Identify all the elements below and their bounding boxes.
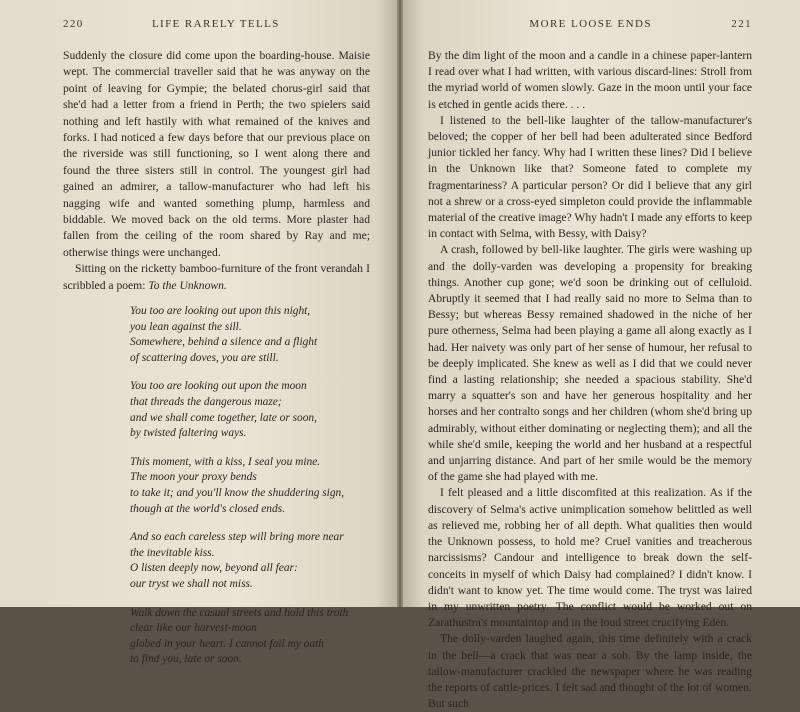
poem-line: Somewhere, behind a silence and a flight <box>130 336 318 349</box>
paragraph: The dolly-varden laughed again, this time definitely with a crack in the bell—a crack that was near a sob. By the lamp inside, the tallow-manufacturer crackled the newspaper where he was reading the reports of cattle-prices. I felt sad and thought of the lot of women. But such <box>428 632 752 711</box>
page-number-left: 220 <box>63 18 84 30</box>
paragraph: Suddenly the closure did come upon the boarding-house. Maisie wept. The commercial traveller said that he was anyway on the point of leaving for Gympie; the belated chorus-girl said that she'd had a letter from a friend in Perth; the two spielers said nothing and left hastily with what remained of the knives and forks. I had noticed a few days before that our previous place on the riverside was still functioning, so I went along there and found the three sisters still in control. The youngest girl had gained an admirer, a tallow-manufacturer who had left his nagging wife and wanted something plump, harmless and biddable. We moved back on the old terms. More plaster had fallen from the ceiling of the room shared by Ray and me; otherwise things were unchanged. <box>63 49 370 259</box>
right-body-text <box>428 48 752 712</box>
poem-line: our tryst we shall not miss. <box>130 578 253 590</box>
right-page <box>400 0 800 711</box>
paragraph: A crash, followed by bell-like laughter. The girls were washing up and the dolly-varden was developing a propensity for breaking things. Another cup gone; we'd soon be drinking out of celluloid. Abruptly it seemed that I had really said no more to Selma than to Bessy; but whereas Bessy remained shadowed in the niche of her pure otherness, Selma had been playing a game all along exactly as I had. Her naivety was only part of her sense of humour, her refusal to be deeply implicated. She knew as well as I did that we could never find a lasting relationship; she needed a spacious stability. She'd marry a squatter's son and have her generous hospitality and her horses and her contralto songs and her children (whom she'd bring up admirably, without either dominating or neglecting them); and all the while she'd smile, keeping the world and her husband at a respectful and unjarring distance. And part of her smile would be the memory of the game she had played with me. <box>428 243 752 484</box>
poem-line: by twisted faltering ways. <box>130 427 247 440</box>
poem-line: and we shall come together, late or soon, <box>130 411 317 424</box>
poem-intro: Sitting on the ricketty bamboo-furniture of the front verandah I scribbled a poem: <box>63 262 370 292</box>
poem-intro-paragraph <box>63 261 370 294</box>
left-page <box>0 0 400 666</box>
running-head-title-right: MORE LOOSE ENDS <box>529 18 652 30</box>
poem-line: O listen deeply now, beyond all fear: <box>130 562 298 575</box>
poem-stanza <box>130 304 370 366</box>
poem-stanza <box>130 530 370 592</box>
poem-line: that threads the dangerous maze; <box>130 396 282 409</box>
poem-line: This moment, with a kiss, I seal you mine. <box>130 455 321 468</box>
poem-line: You too are looking out upon the moon <box>130 380 307 393</box>
poem-line: You too are looking out upon this night, <box>130 305 311 318</box>
poem-line: The moon your proxy bends <box>130 471 257 484</box>
poem-stanza <box>130 455 370 517</box>
running-head-right <box>428 18 752 48</box>
poem-line: to take it; and you'll know the shuddering sign, <box>130 487 345 500</box>
poem-stanza <box>130 379 370 441</box>
left-body-text <box>63 48 370 294</box>
paragraph: By the dim light of the moon and a candle in a chinese paper-lantern I read over what I had written, with various discard-lines: Stroll from the myriad world of women slowly. Gaze in the moon until your face is etched in gentle acids there. . . . <box>428 49 752 111</box>
poem-title: To the Unknown. <box>148 278 227 292</box>
poem-line: clear like our harvest-moon <box>130 622 257 635</box>
running-head-left <box>63 18 370 48</box>
running-head-title-left: LIFE RARELY TELLS <box>151 18 280 30</box>
poem-line: though at the world's closed ends. <box>130 502 285 515</box>
poem-line: you lean against the sill. <box>130 320 242 333</box>
poem-line: to find you, late or soon. <box>130 653 242 666</box>
poem-line: And so each careless step will bring more near <box>130 531 344 544</box>
poem-line: globed in your heart. I cannot fail my oath <box>130 637 324 650</box>
page-number-right: 221 <box>731 18 752 30</box>
poem-line: of scattering doves, you are still. <box>130 351 279 364</box>
poem-line: the inevitable kiss. <box>130 546 215 559</box>
poem-line: Walk down the casual streets and hold this troth <box>130 606 349 619</box>
paragraph: I felt pleased and a little discomfited at this realization. As if the discovery of Selma's active unimplication somehow belittled as well as relieved me, robbing her of all depth. What qualities then would the Unknown possess, to hold me? Cruel vanities and treacherous narcissisms? Candour and intelligence to break down the self-conceits in myself of which Daisy had complained? I didn't know. I didn't want to know yet. The time would come. The tryst was laired in my unwritten poetry. The conflict would be worked out on Zarathustra's mountaintop and in the loud street crucifying Eden. <box>428 486 752 630</box>
poem-stanza <box>130 606 370 668</box>
paragraph: I listened to the bell-like laughter of the tallow-manufacturer's beloved; the copper of her bell had been adulterated since Bedford junior tickled her fancy. Why had I written these lines? Did I believe in the Unknown like that? Someone fated to complete my fragmentariness? A particular person? Or did I believe that any girl not a shrew or a cross-eyed simpleton could provide the inflammable material of the creative image? Why hadn't I made any efforts to keep in contact with Selma, with Bessy, with Daisy? <box>428 113 752 241</box>
poem <box>130 304 370 668</box>
book-gutter <box>397 0 403 607</box>
